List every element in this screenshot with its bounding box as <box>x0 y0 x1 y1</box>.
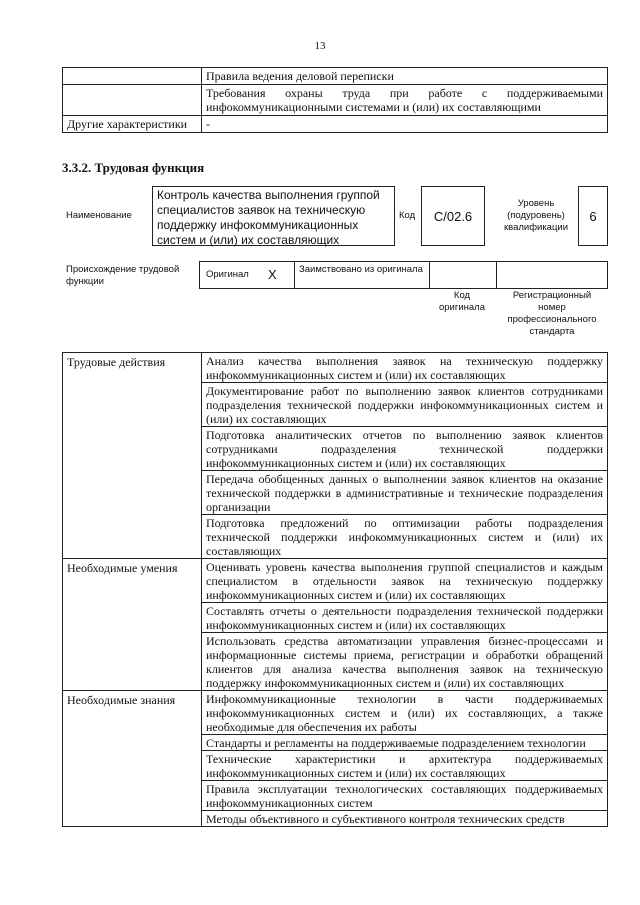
table-cell: Требования охраны труда при работе с поддерживаемыми инфокоммуникационными системами и (или) их составляющими <box>202 85 608 116</box>
table-cell: Правила эксплуатации технологических составляющих поддерживаемых инфокоммуникационных систем <box>202 781 608 811</box>
table-cell: Инфокоммуникационные технологии в части поддерживаемых инфокоммуникационных систем и (или) их составляющих, а также необходимые для обеспечения их работы <box>202 691 608 735</box>
continuation-table <box>62 67 608 133</box>
borrowed-label: Заимствовано из оригинала <box>299 264 423 275</box>
origin-grid <box>199 261 608 289</box>
table-cell: Стандарты и регламенты на поддерживаемые подразделением технологии <box>202 735 608 751</box>
table-cell <box>63 85 202 116</box>
table-cell <box>63 68 202 85</box>
original-cell <box>199 261 295 289</box>
page-number: 13 <box>314 40 326 52</box>
function-code-box: C/02.6 <box>421 186 485 246</box>
table-cell: Составлять отчеты о деятельности подразделения технической поддержки инфокоммуникационных систем и (или) их составляющих <box>202 603 608 633</box>
table-row <box>63 85 608 116</box>
table-cell: Анализ качества выполнения заявок на техническую поддержку инфокоммуникационных систем и (или) их составляющих <box>202 353 608 383</box>
origin-label: Происхождение трудовой функции <box>66 264 180 287</box>
category-cell: Необходимые знания <box>63 691 202 827</box>
table-cell: Подготовка аналитических отчетов по выполнению заявок клиентов сотрудниками подразделения технической поддержки инфокоммуникационных систем и (или) их составляющих <box>202 427 608 471</box>
table-row <box>63 116 608 133</box>
level-label: Уровень (подуровень) квалификации <box>503 198 569 233</box>
table-cell: Методы объективного и субъективного контроля технических средств <box>202 811 608 827</box>
table-cell: Передача обобщенных данных о выполнении заявок клиентов на оказание технической поддержки в административные и технические подразделения организации <box>202 471 608 515</box>
table-cell: Документирование работ по выполнению заявок клиентов сотрудниками подразделения технической поддержки инфокоммуникационных систем и (или) их составляющих <box>202 383 608 427</box>
table-cell: Технические характеристики и архитектура поддерживаемых инфокоммуникационных систем и (или) их составляющих <box>202 751 608 781</box>
table-cell: Оценивать уровень качества выполнения группой специалистов и каждым специалистом в отдельности заявок на техническую поддержку инфокоммуникационных систем и (или) их составляющих <box>202 559 608 603</box>
table-cell: Использовать средства автоматизации управления бизнес-процессами и информационные системы приема, регистрации и обработки обращений клиентов для анализа качества выполнения заявок на техническую поддержку инфокоммуникационных систем и (или) их составляющих <box>202 633 608 691</box>
table-cell: - <box>202 116 608 133</box>
level-box: 6 <box>578 186 608 246</box>
table-cell: Подготовка предложений по оптимизации работы подразделения технической поддержки инфокоммуникационных систем и (или) их составляющих <box>202 515 608 559</box>
category-cell: Необходимые умения <box>63 559 202 691</box>
reg-number-label: Регистрационный номер профессионального стандарта <box>507 290 597 337</box>
borrowed-cell <box>294 261 430 289</box>
section-title: 3.3.2. Трудовая функция <box>62 160 205 175</box>
category-cell: Трудовые действия <box>63 353 202 559</box>
original-mark: X <box>268 267 277 282</box>
table-row <box>63 353 608 383</box>
original-label: Оригинал <box>206 269 249 280</box>
name-label: Наименование <box>66 210 132 221</box>
reg-number-cell <box>496 261 608 289</box>
table-row <box>63 559 608 603</box>
code-original-cell <box>429 261 497 289</box>
table-row <box>63 68 608 85</box>
table-cell: Другие характеристики <box>63 116 202 133</box>
table-cell: Правила ведения деловой переписки <box>202 68 608 85</box>
function-name-box: Контроль качества выполнения группой специалистов заявок на техническую поддержку инфокоммуникационных систем и (или) их составляющих <box>152 186 395 246</box>
function-table <box>62 352 608 827</box>
code-label: Код <box>399 210 416 221</box>
code-original-label: Код оригинала <box>438 290 485 313</box>
table-row <box>63 691 608 735</box>
